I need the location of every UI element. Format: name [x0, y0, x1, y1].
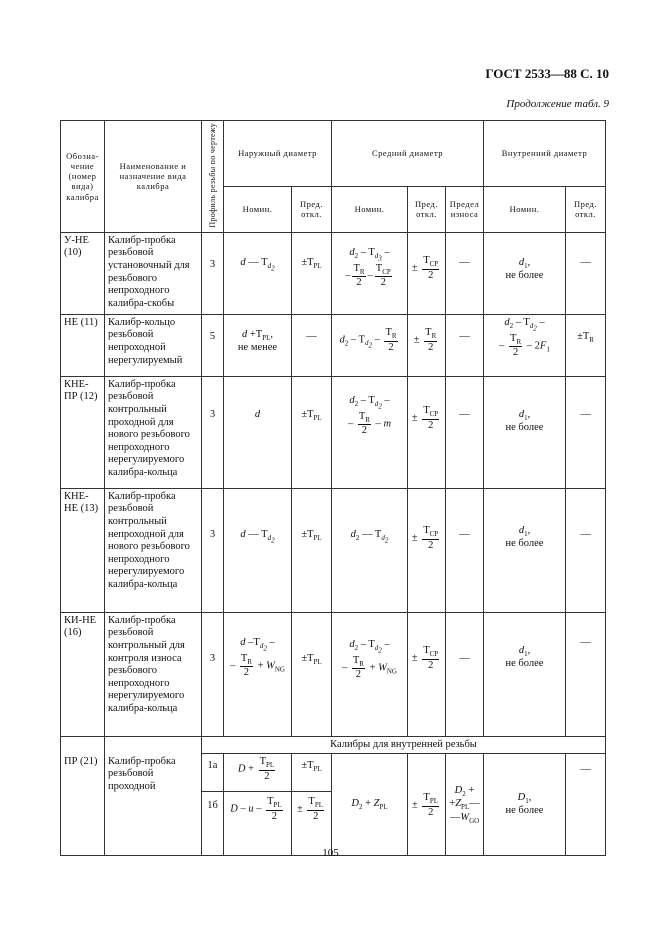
header-profile-text: Профиль резьбы по чертежу: [207, 123, 217, 228]
row-profile: 3: [202, 612, 224, 736]
row-designation: У-НЕ (10): [61, 232, 105, 314]
standard-header: ГОСТ 2533—88 С. 10: [485, 66, 609, 81]
row-outer-pred-a: $\pm T_{PL}$: [292, 754, 332, 792]
row-inner-nomin: $d_1$, не более: [484, 232, 566, 314]
row-designation: КИ-НЕ (16): [61, 612, 105, 736]
table-row: [61, 232, 606, 314]
row-middle-pred: ± $\frac{T_{CP}}{2}$: [408, 612, 446, 736]
row-name: Калибр-пробка резьбовой контрольный проходной для нового резьбового непроходного нерегулируемого калибра-кольца: [105, 376, 202, 488]
row-profile: 3: [202, 376, 224, 488]
row-name: Калибр-пробка резьбовой проходной: [105, 754, 202, 856]
row-designation: КНЕ-ПР (12): [61, 376, 105, 488]
header-middle-diameter: Средний диаметр: [332, 121, 484, 187]
row-middle-nomin: $d_2 - T_{d_2}$ – – $\frac{T_R}{2}$ + $W_{NG}$: [332, 612, 408, 736]
header-name: Наименование и назначение вида калибра: [105, 121, 202, 233]
header-row-1: [61, 121, 606, 187]
table-continuation-label: Продолжение табл. 9: [506, 98, 609, 110]
header-outer-nomin: Номин.: [224, 186, 292, 232]
row-name: Калибр-пробка резьбовой установочный для резьбового непроходного калибра-скобы: [105, 232, 202, 314]
table-row: [61, 376, 606, 488]
row-inner-pred: —: [566, 612, 606, 736]
row-middle-iznos: $D_2$ + $+Z_{PL}—$ $—W_{GO}$: [446, 754, 484, 856]
header-inner-nomin: Номин.: [484, 186, 566, 232]
row-middle-nomin: $D_2 + Z_{PL}$: [332, 754, 408, 856]
row-inner-pred: —: [566, 754, 606, 856]
section-cell-empty: [61, 736, 105, 754]
row-outer-nomin: d — $T_{d_2}$: [224, 488, 292, 612]
table-row: [61, 754, 606, 792]
row-profile: 5: [202, 314, 224, 376]
row-profile: 3: [202, 232, 224, 314]
page-number: 105: [322, 847, 339, 859]
row-outer-nomin-a: D + $\frac{T_{PL}}{2}$: [224, 754, 292, 792]
row-middle-nomin: $d_2 - T_{d_2}$ – $\frac{T_R}{2}$: [332, 314, 408, 376]
row-outer-nomin: d: [224, 376, 292, 488]
row-middle-pred: ± $\frac{T_{PL}}{2}$: [408, 754, 446, 856]
row-middle-iznos: —: [446, 488, 484, 612]
header-inner-diameter: Внутренний диаметр: [484, 121, 606, 187]
header-outer-pred: Пред. откл.: [292, 186, 332, 232]
row-middle-iznos: —: [446, 232, 484, 314]
row-middle-pred: ± $\frac{T_R}{2}$: [408, 314, 446, 376]
header-profile: [202, 121, 224, 233]
row-inner-nomin: $d_1$, не более: [484, 488, 566, 612]
inner-note: не более: [505, 270, 544, 282]
row-profile-a: 1а: [202, 754, 224, 792]
row-inner-pred: $\pm T_R$: [566, 314, 606, 376]
row-outer-pred: $\pm T_{PL}$: [292, 376, 332, 488]
row-outer-pred-b: ± $\frac{T_{PL}}{2}$: [292, 792, 332, 856]
row-outer-nomin: $d +T_{PL}$, не менее: [224, 314, 292, 376]
row-designation: ПР (21): [61, 754, 105, 856]
row-designation: КНЕ-НЕ (13): [61, 488, 105, 612]
row-designation: НЕ (11): [61, 314, 105, 376]
row-middle-pred: ± $\frac{T_{CP}}{2}$: [408, 488, 446, 612]
row-outer-pred: $\pm T_{PL}$: [292, 232, 332, 314]
row-inner-nomin: $D_1$, не более: [484, 754, 566, 856]
row-middle-nomin: $d_2$ — $T_{d_2}$: [332, 488, 408, 612]
section-cell-empty: [105, 736, 202, 754]
section-row: [61, 736, 606, 754]
row-inner-pred: —: [566, 232, 606, 314]
inner-note: не более: [505, 538, 544, 550]
row-inner-pred: —: [566, 376, 606, 488]
row-inner-nomin: $d_1$, не более: [484, 376, 566, 488]
row-middle-nomin: $d_2 - T_{d_2}$ – – $\frac{T_R}{2}$ – m: [332, 376, 408, 488]
header-middle-iznos: Предел износа: [446, 186, 484, 232]
row-middle-iznos: —: [446, 612, 484, 736]
row-inner-nomin: $d_1$, не более: [484, 612, 566, 736]
row-profile: 3: [202, 488, 224, 612]
row-inner-pred: —: [566, 488, 606, 612]
row-middle-pred: ± $\frac{T_{CP}}{2}$: [408, 232, 446, 314]
outer-note: не менее: [237, 342, 278, 354]
row-profile-b: 1б: [202, 792, 224, 856]
gauge-table: [60, 120, 606, 856]
inner-note: не более: [505, 658, 544, 670]
table-row: [61, 612, 606, 736]
row-middle-nomin: $d_2 - T_{d_3}$ – – $\frac{T_R}{2}$ – $\frac{T_{CP}}{2}$: [332, 232, 408, 314]
row-name: Калибр-пробка резьбовой контрольный для контроля износа резьбового непроходного нерегулируемого калибра-кольца: [105, 612, 202, 736]
row-outer-pred: —: [292, 314, 332, 376]
row-name: Калибр-кольцо резьбовой непроходной нерегулируемый: [105, 314, 202, 376]
row-middle-iznos: —: [446, 376, 484, 488]
section-title: Калибры для внутренней резьбы: [202, 736, 606, 754]
table-row: [61, 314, 606, 376]
inner-note: не более: [505, 805, 544, 817]
header-designation: Обозна-чение (номер вида) калибра: [61, 121, 105, 233]
table-row: [61, 488, 606, 612]
row-inner-nomin: $d_2 - T_{d_2}$ – – $\frac{T_R}{2}$ – $2F_1$: [484, 314, 566, 376]
row-name: Калибр-пробка резьбовой контрольный непроходной для нового резьбового непроходного нерегулируемого калибра-кольца: [105, 488, 202, 612]
row-outer-nomin-b: D – u – $\frac{T_{PL}}{2}$: [224, 792, 292, 856]
row-middle-pred: ± $\frac{T_{CP}}{2}$: [408, 376, 446, 488]
row-outer-nomin: d $-T_{d_2}$ – – $\frac{T_R}{2}$ + $W_{NG}$: [224, 612, 292, 736]
row-outer-nomin: d — $T_{d_2}$: [224, 232, 292, 314]
row-outer-pred: $\pm T_{PL}$: [292, 612, 332, 736]
header-middle-nomin: Номин.: [332, 186, 408, 232]
row-outer-pred: $\pm T_{PL}$: [292, 488, 332, 612]
row-middle-iznos: —: [446, 314, 484, 376]
header-outer-diameter: Наружный диаметр: [224, 121, 332, 187]
inner-note: не более: [505, 422, 544, 434]
header-middle-pred: Пред. откл.: [408, 186, 446, 232]
header-inner-pred: Пред. откл.: [566, 186, 606, 232]
